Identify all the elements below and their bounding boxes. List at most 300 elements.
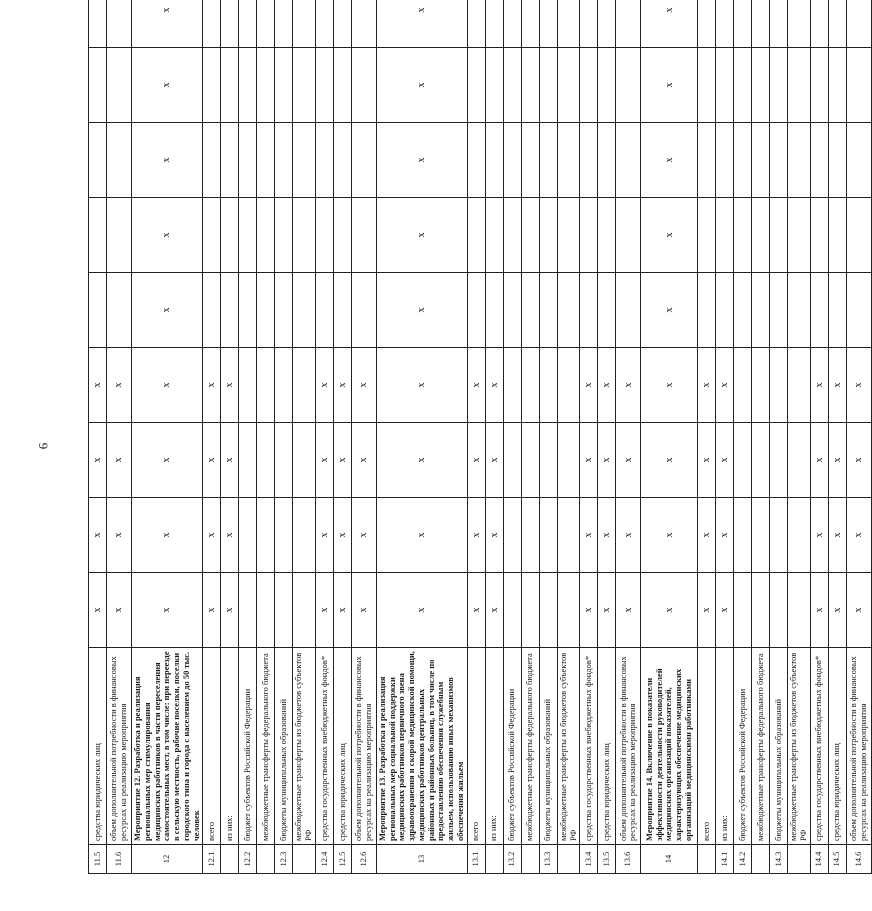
row-description: объем дополнительной потребности в финансовых ресурсах на реализацию мероприятия: [616, 648, 641, 845]
mark-cell: [828, 198, 846, 273]
mark-cell: [539, 0, 557, 48]
table-row: [203, 0, 221, 874]
budget-table-body: [89, 0, 872, 874]
mark-cell: x: [132, 198, 203, 273]
mark-cell: [293, 123, 316, 198]
table-row: [557, 0, 580, 874]
mark-cell: [716, 48, 734, 123]
mark-cell: [539, 423, 557, 498]
mark-cell: x: [616, 498, 641, 573]
mark-cell: x: [716, 573, 734, 648]
mark-cell: x: [467, 348, 485, 423]
mark-cell: [557, 348, 580, 423]
mark-cell: [467, 48, 485, 123]
mark-cell: [221, 123, 239, 198]
mark-cell: x: [89, 573, 107, 648]
row-number: 13.1: [467, 845, 485, 874]
mark-cell: [770, 123, 788, 198]
mark-cell: [752, 573, 770, 648]
mark-cell: [557, 498, 580, 573]
mark-cell: [846, 48, 871, 123]
mark-cell: [257, 48, 275, 123]
mark-cell: [716, 273, 734, 348]
mark-cell: [203, 198, 221, 273]
mark-cell: [752, 498, 770, 573]
mark-cell: [293, 573, 316, 648]
mark-cell: [616, 273, 641, 348]
mark-cell: [333, 123, 351, 198]
mark-cell: x: [828, 498, 846, 573]
row-description: средства юридических лиц: [828, 648, 846, 845]
mark-cell: [467, 198, 485, 273]
row-number: 13.4: [580, 845, 598, 874]
mark-cell: [239, 123, 257, 198]
mark-cell: x: [132, 573, 203, 648]
row-number: 12.5: [333, 845, 351, 874]
mark-cell: [315, 48, 333, 123]
table-row: [716, 0, 734, 874]
table-row: [752, 0, 770, 874]
mark-cell: [752, 348, 770, 423]
mark-cell: x: [846, 573, 871, 648]
row-description: межбюджетные трансферты из бюджетов субъектов РФ: [293, 648, 316, 845]
mark-cell: [107, 123, 132, 198]
mark-cell: x: [598, 498, 616, 573]
mark-cell: [239, 48, 257, 123]
mark-cell: [275, 498, 293, 573]
mark-cell: [810, 273, 828, 348]
mark-cell: [239, 573, 257, 648]
mark-cell: x: [716, 423, 734, 498]
mark-cell: [580, 0, 598, 48]
mark-cell: [275, 573, 293, 648]
mark-cell: x: [315, 498, 333, 573]
mark-cell: [580, 273, 598, 348]
mark-cell: [788, 273, 811, 348]
measure-row: [376, 0, 467, 874]
mark-cell: x: [221, 423, 239, 498]
mark-cell: [580, 123, 598, 198]
mark-cell: x: [333, 423, 351, 498]
mark-cell: [89, 48, 107, 123]
mark-cell: [333, 198, 351, 273]
mark-cell: x: [846, 498, 871, 573]
mark-cell: x: [580, 498, 598, 573]
mark-cell: [503, 48, 521, 123]
mark-cell: [485, 123, 503, 198]
mark-cell: x: [376, 423, 467, 498]
row-description: средства государственных внебюджетных фондов*: [315, 648, 333, 845]
mark-cell: [557, 123, 580, 198]
mark-cell: [503, 0, 521, 48]
mark-cell: x: [132, 123, 203, 198]
mark-cell: [810, 48, 828, 123]
mark-cell: [539, 123, 557, 198]
table-row: [333, 0, 351, 874]
mark-cell: x: [641, 348, 698, 423]
table-row: [221, 0, 239, 874]
mark-cell: [788, 498, 811, 573]
mark-cell: [521, 48, 539, 123]
mark-cell: x: [203, 348, 221, 423]
mark-cell: [810, 0, 828, 48]
mark-cell: [752, 198, 770, 273]
mark-cell: [716, 198, 734, 273]
mark-cell: [275, 273, 293, 348]
measure-row: [132, 0, 203, 874]
row-description: из них:: [485, 648, 503, 845]
mark-cell: [698, 0, 716, 48]
mark-cell: [485, 273, 503, 348]
mark-cell: [203, 273, 221, 348]
mark-cell: x: [132, 348, 203, 423]
mark-cell: x: [376, 273, 467, 348]
row-description: всего: [698, 648, 716, 845]
mark-cell: [770, 573, 788, 648]
row-number: 14.5: [828, 845, 846, 874]
mark-cell: [485, 48, 503, 123]
mark-cell: [788, 48, 811, 123]
row-number: 12.1: [203, 845, 221, 874]
row-number: 12.3: [275, 845, 293, 874]
mark-cell: x: [467, 573, 485, 648]
mark-cell: x: [641, 48, 698, 123]
mark-cell: [598, 0, 616, 48]
row-number: 14.1: [716, 845, 734, 874]
mark-cell: x: [698, 348, 716, 423]
mark-cell: x: [467, 498, 485, 573]
mark-cell: [333, 273, 351, 348]
mark-cell: [734, 123, 752, 198]
table-row: [521, 0, 539, 874]
mark-cell: [698, 273, 716, 348]
mark-cell: [293, 423, 316, 498]
mark-cell: x: [485, 573, 503, 648]
table-row: [698, 0, 716, 874]
mark-cell: [734, 348, 752, 423]
mark-cell: x: [616, 423, 641, 498]
mark-cell: [257, 123, 275, 198]
mark-cell: [107, 48, 132, 123]
mark-cell: [539, 498, 557, 573]
mark-cell: [239, 0, 257, 48]
mark-cell: [846, 198, 871, 273]
row-number: 14.6: [846, 845, 871, 874]
mark-cell: [788, 123, 811, 198]
mark-cell: [539, 48, 557, 123]
row-description: межбюджетные трансферты из бюджетов субъектов РФ: [557, 648, 580, 845]
row-description: Мероприятие 13. Разработка и реализация региональных мер социальной поддержки медицинских работников первичного звена здравоохранения и скорой медицинской помощи, медицинских работников центральных районных и районных больниц, в том числе по предоставлению обеспечения служебным жильем, использованию иных механизмов обеспечения жильем: [376, 648, 467, 845]
mark-cell: x: [376, 123, 467, 198]
row-number: [485, 845, 503, 874]
row-number: 12.4: [315, 845, 333, 874]
mark-cell: [770, 423, 788, 498]
mark-cell: x: [132, 273, 203, 348]
row-number: [521, 845, 539, 874]
mark-cell: x: [810, 498, 828, 573]
mark-cell: [828, 0, 846, 48]
row-number: [257, 845, 275, 874]
budget-table: [88, 0, 872, 874]
mark-cell: x: [203, 573, 221, 648]
mark-cell: [598, 123, 616, 198]
mark-cell: x: [485, 498, 503, 573]
mark-cell: x: [716, 348, 734, 423]
mark-cell: [257, 423, 275, 498]
mark-cell: [257, 273, 275, 348]
mark-cell: x: [315, 348, 333, 423]
mark-cell: [293, 48, 316, 123]
mark-cell: [521, 0, 539, 48]
mark-cell: x: [641, 273, 698, 348]
mark-cell: x: [810, 423, 828, 498]
mark-cell: [810, 123, 828, 198]
row-description: межбюджетные трансферты федерального бюджета: [752, 648, 770, 845]
mark-cell: [275, 423, 293, 498]
mark-cell: [257, 348, 275, 423]
mark-cell: x: [598, 348, 616, 423]
table-row: [467, 0, 485, 874]
mark-cell: [770, 498, 788, 573]
mark-cell: x: [580, 348, 598, 423]
mark-cell: x: [351, 498, 376, 573]
row-description: бюджеты муниципальных образований: [539, 648, 557, 845]
mark-cell: [788, 348, 811, 423]
table-row: [598, 0, 616, 874]
mark-cell: x: [641, 498, 698, 573]
mark-cell: [203, 0, 221, 48]
mark-cell: [557, 573, 580, 648]
mark-cell: [752, 123, 770, 198]
row-description: бюджет субъектов Российской Федерации: [503, 648, 521, 845]
mark-cell: x: [221, 573, 239, 648]
row-description: объем дополнительной потребности в финансовых ресурсах на реализацию мероприятия: [351, 648, 376, 845]
mark-cell: [89, 0, 107, 48]
row-number: 11.6: [107, 845, 132, 874]
mark-cell: [351, 123, 376, 198]
mark-cell: [521, 423, 539, 498]
table-row: [810, 0, 828, 874]
row-number: 13: [376, 845, 467, 874]
mark-cell: x: [846, 423, 871, 498]
mark-cell: [221, 48, 239, 123]
mark-cell: x: [221, 348, 239, 423]
table-row: [351, 0, 376, 874]
mark-cell: [503, 348, 521, 423]
mark-cell: [557, 198, 580, 273]
row-description: средства юридических лиц: [598, 648, 616, 845]
mark-cell: [810, 198, 828, 273]
mark-cell: [503, 423, 521, 498]
mark-cell: [275, 0, 293, 48]
row-description: средства государственных внебюджетных фондов*: [580, 648, 598, 845]
table-row: [846, 0, 871, 874]
mark-cell: [557, 273, 580, 348]
row-number: [557, 845, 580, 874]
mark-cell: x: [89, 348, 107, 423]
mark-cell: [788, 198, 811, 273]
row-number: [221, 845, 239, 874]
row-number: 13.2: [503, 845, 521, 874]
mark-cell: [598, 198, 616, 273]
table-row: [539, 0, 557, 874]
table-row: [89, 0, 107, 874]
mark-cell: [698, 48, 716, 123]
table-row: [239, 0, 257, 874]
mark-cell: [293, 0, 316, 48]
mark-cell: [221, 198, 239, 273]
row-number: 14.2: [734, 845, 752, 874]
table-row: [107, 0, 132, 874]
mark-cell: [221, 0, 239, 48]
mark-cell: [485, 198, 503, 273]
table-row: [770, 0, 788, 874]
mark-cell: [616, 123, 641, 198]
mark-cell: [521, 348, 539, 423]
mark-cell: [580, 198, 598, 273]
mark-cell: [846, 0, 871, 48]
mark-cell: x: [828, 573, 846, 648]
mark-cell: x: [828, 423, 846, 498]
mark-cell: [503, 123, 521, 198]
mark-cell: [788, 423, 811, 498]
row-number: [788, 845, 811, 874]
mark-cell: x: [107, 498, 132, 573]
mark-cell: [846, 123, 871, 198]
mark-cell: [293, 198, 316, 273]
row-description: Мероприятие 12. Разработка и реализация региональных мер стимулирования медицинских работников в части переселения самостоятельных мест, в том числе: при переезде в сельскую местность, рабочие поселки, поселки городского типа и города с населением до 50 тыс. человек: [132, 648, 203, 845]
mark-cell: x: [376, 198, 467, 273]
rotated-table-sheet: [88, 7, 868, 874]
mark-cell: [203, 48, 221, 123]
mark-cell: [275, 48, 293, 123]
mark-cell: [275, 348, 293, 423]
mark-cell: [239, 198, 257, 273]
mark-cell: x: [467, 423, 485, 498]
mark-cell: [503, 498, 521, 573]
mark-cell: x: [132, 498, 203, 573]
row-number: 14: [641, 845, 698, 874]
row-description: средства юридических лиц: [89, 648, 107, 845]
mark-cell: [557, 48, 580, 123]
mark-cell: x: [616, 348, 641, 423]
mark-cell: x: [810, 573, 828, 648]
mark-cell: [752, 48, 770, 123]
mark-cell: x: [221, 498, 239, 573]
mark-cell: [89, 273, 107, 348]
mark-cell: x: [107, 573, 132, 648]
mark-cell: [539, 348, 557, 423]
mark-cell: [221, 273, 239, 348]
mark-cell: [521, 498, 539, 573]
table-row: [616, 0, 641, 874]
mark-cell: x: [315, 423, 333, 498]
mark-cell: [734, 573, 752, 648]
mark-cell: x: [315, 573, 333, 648]
mark-cell: [770, 48, 788, 123]
mark-cell: x: [580, 573, 598, 648]
measure-row: [641, 0, 698, 874]
row-description: из них:: [221, 648, 239, 845]
mark-cell: [293, 348, 316, 423]
mark-cell: [716, 123, 734, 198]
mark-cell: [557, 423, 580, 498]
mark-cell: x: [485, 348, 503, 423]
row-description: межбюджетные трансферты из бюджетов субъектов РФ: [788, 648, 811, 845]
row-description: всего: [203, 648, 221, 845]
row-description: объем дополнительной потребности в финансовых ресурсах на реализацию мероприятия: [846, 648, 871, 845]
mark-cell: [521, 123, 539, 198]
mark-cell: x: [333, 498, 351, 573]
mark-cell: [467, 0, 485, 48]
row-description: бюджет субъектов Российской Федерации: [734, 648, 752, 845]
mark-cell: [275, 198, 293, 273]
mark-cell: [239, 348, 257, 423]
row-number: [698, 845, 716, 874]
mark-cell: [698, 198, 716, 273]
mark-cell: x: [132, 0, 203, 48]
mark-cell: [257, 198, 275, 273]
mark-cell: [770, 348, 788, 423]
mark-cell: [734, 423, 752, 498]
mark-cell: [616, 0, 641, 48]
row-number: [293, 845, 316, 874]
mark-cell: [752, 0, 770, 48]
mark-cell: [503, 573, 521, 648]
mark-cell: [107, 198, 132, 273]
mark-cell: x: [641, 0, 698, 48]
mark-cell: [333, 0, 351, 48]
mark-cell: [580, 48, 598, 123]
mark-cell: [521, 573, 539, 648]
mark-cell: x: [351, 573, 376, 648]
mark-cell: [734, 273, 752, 348]
mark-cell: [485, 0, 503, 48]
page-number: 6: [35, 442, 51, 450]
mark-cell: x: [698, 423, 716, 498]
table-row: [503, 0, 521, 874]
mark-cell: x: [376, 573, 467, 648]
mark-cell: x: [641, 198, 698, 273]
mark-cell: [828, 273, 846, 348]
mark-cell: [616, 198, 641, 273]
mark-cell: [89, 198, 107, 273]
row-description: бюджет субъектов Российской Федерации: [239, 648, 257, 845]
mark-cell: [716, 0, 734, 48]
mark-cell: [203, 123, 221, 198]
mark-cell: [734, 0, 752, 48]
mark-cell: [107, 273, 132, 348]
mark-cell: [521, 198, 539, 273]
row-description: из них:: [716, 648, 734, 845]
mark-cell: [846, 273, 871, 348]
mark-cell: [257, 0, 275, 48]
mark-cell: [351, 273, 376, 348]
mark-cell: x: [333, 573, 351, 648]
row-number: 13.3: [539, 845, 557, 874]
mark-cell: x: [376, 498, 467, 573]
table-row: [788, 0, 811, 874]
row-number: 14.3: [770, 845, 788, 874]
mark-cell: [315, 0, 333, 48]
mark-cell: x: [698, 573, 716, 648]
mark-cell: x: [132, 48, 203, 123]
mark-cell: x: [716, 498, 734, 573]
table-row: [257, 0, 275, 874]
mark-cell: [351, 198, 376, 273]
mark-cell: [557, 0, 580, 48]
mark-cell: [315, 198, 333, 273]
